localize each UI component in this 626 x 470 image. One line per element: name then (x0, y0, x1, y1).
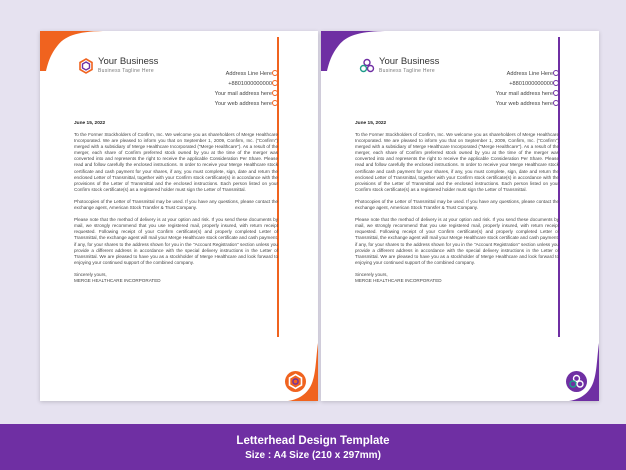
letter-signature: MERGE HEALTHCARE INCORPORATED (74, 277, 161, 283)
letter-closing: Sincerely yours, (74, 271, 107, 277)
letter-paragraph: To the Former Stockholders of Confirm, Inc. We welcome you as shareholders of Merge Healthcare Incorporated. We are pleased to inform you that on September 1, 2009, Confirm, Inc. ("Confirm") merged with a subsidiary of Merge Healthcare Incorporated ("Merge Healthcare"). As a result of the merger, each share of Confirm preferred stock owned by you at the time of the merger was converted into and represents the right to receive the applicable Consideration Per Share. Please read and follow carefully the enclosed instructions. In order to receive your Merge Healthcare stock certificate and cash payment for your shares, if any, you must complete, sign, date and return the enclosed Letter of Transmittal, together with your Confirm stock certificate(s) in accordance with the provisions of the Letter of Transmittal and the enclosed instructions. Each person listed on your Confirm stock certificate(s) as a registered holder must sign the Letter of Transmittal. (355, 132, 559, 192)
letter-paragraph: Please note that the method of delivery is at your option and risk. If you send these documents by mail, we strongly recommend that you use registered mail, properly insured, with return receipt requested. Following receipt of your Confirm certificate(s) and properly completed Letter of Transmittal, the exchange agent will mail your Merge Healthcare stock certificate and cash payment, if any, for your shares to the address shown for you in the "Account Registration" section unless you provide a different address in accordance with the special delivery instructions in the Letter of Transmittal. We are pleased to have you as a stockholder of Merge Healthcare and look forward to enjoying your continued support of the combined company. (355, 217, 559, 265)
letter-signature: MERGE HEALTHCARE INCORPORATED (355, 277, 442, 283)
contact-phone: +8801000000000 (228, 81, 272, 87)
letter-paragraph: Photocopies of the Letter of Transmittal may be used. If you have any questions, please contact the exchange agent, American Stock Transfer & Trust Company. (355, 198, 559, 211)
banner-title: Letterhead Design Template (236, 435, 390, 447)
letter-date: June 15, 2022 (74, 121, 106, 126)
letter-paragraph: Photocopies of the Letter of Transmittal may be used. If you have any questions, please contact the exchange agent, American Stock Transfer & Trust Company. (74, 198, 278, 211)
footer-logo-icon (566, 371, 587, 392)
letter-body (74, 121, 278, 284)
address-marker-icon (272, 70, 278, 76)
brand-block (379, 57, 439, 74)
contact-address: Address Line Here (225, 71, 272, 77)
brand-name: Your Business (379, 56, 440, 67)
contact-email: Your mail address here (495, 91, 553, 97)
letter-paragraph: To the Former Stockholders of Confirm, Inc. We welcome you as shareholders of Merge Healthcare Incorporated. We are pleased to inform you that on September 1, 2009, Confirm, Inc. ("Confirm") merged with a subsidiary of Merge Healthcare Incorporated ("Merge Healthcare"). As a result of the merger, each share of Confirm preferred stock owned by you at the time of the merger was converted into and represents the right to receive the applicable Consideration Per Share. Please read and follow carefully the enclosed instructions. In order to receive your Merge Healthcare stock certificate and cash payment for your shares, if any, you must complete, sign, date and return the enclosed Letter of Transmittal, together with your Confirm stock certificate(s) in accordance with the provisions of the Letter of Transmittal and the enclosed instructions. Each person listed on your Confirm stock certificate(s) as a registered holder must sign the Letter of Transmittal. (74, 132, 278, 192)
letter-date: June 15, 2022 (355, 121, 387, 126)
phone-marker-icon (553, 80, 559, 86)
web-marker-icon (272, 100, 278, 106)
contact-web: Your web address here (495, 101, 553, 107)
address-marker-icon (553, 70, 559, 76)
contact-markers (553, 70, 559, 110)
contact-web: Your web address here (214, 101, 272, 107)
contact-phone: +8801000000000 (509, 81, 553, 87)
brand-name: Your Business (98, 56, 159, 67)
banner-size: Size : A4 Size (210 x 297mm) (245, 450, 381, 461)
contact-address: Address Line Here (506, 71, 553, 77)
letterhead-orange (40, 31, 318, 401)
title-banner (0, 424, 626, 470)
email-marker-icon (553, 90, 559, 96)
phone-marker-icon (272, 80, 278, 86)
web-marker-icon (553, 100, 559, 106)
letterhead-purple (321, 31, 599, 401)
contact-block (215, 69, 272, 109)
brand-tagline: Business Tagline Here (379, 68, 435, 74)
brand-block (98, 57, 158, 74)
brand-logo-icon (78, 58, 94, 74)
contact-markers (272, 70, 278, 110)
letter-body (355, 121, 559, 284)
brand-tagline: Business Tagline Here (98, 68, 154, 74)
letter-paragraph: Please note that the method of delivery is at your option and risk. If you send these documents by mail, we strongly recommend that you use registered mail, properly insured, with return receipt requested. Following receipt of your Confirm certificate(s) and properly completed Letter of Transmittal, the exchange agent will mail your Merge Healthcare stock certificate and cash payment, if any, for your shares to the address shown for you in the "Account Registration" section unless you provide a different address in accordance with the special delivery instructions in the Letter of Transmittal. We are pleased to have you as a stockholder of Merge Healthcare and look forward to enjoying your continued support of the combined company. (74, 217, 278, 265)
brand-logo-icon (359, 58, 375, 74)
footer-logo-icon (285, 371, 306, 392)
email-marker-icon (272, 90, 278, 96)
contact-block (496, 69, 553, 109)
letter-closing: Sincerely yours, (355, 271, 388, 277)
contact-email: Your mail address here (214, 91, 272, 97)
